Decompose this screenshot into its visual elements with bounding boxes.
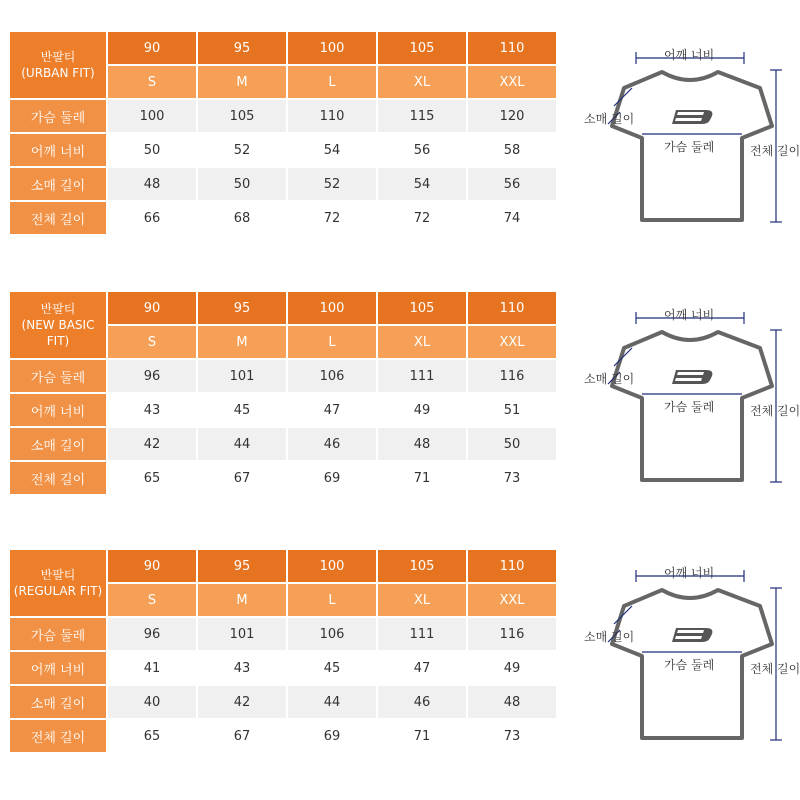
- table-row: [10, 652, 556, 684]
- table-cell: 46: [378, 686, 466, 718]
- table-cell: 40: [108, 686, 196, 718]
- table-cell: 72: [288, 202, 376, 234]
- size-number: 105: [378, 32, 466, 64]
- total-length-label: 전체 길이: [750, 404, 800, 418]
- size-number: 100: [288, 550, 376, 582]
- size-number: 105: [378, 292, 466, 324]
- size-number: 90: [108, 292, 196, 324]
- table-cell: 44: [288, 686, 376, 718]
- size-chart-urban-fit: [0, 30, 800, 266]
- size-number: 95: [198, 32, 286, 64]
- table-cell: 111: [378, 618, 466, 650]
- table-cell: 101: [198, 618, 286, 650]
- table-cell: 105: [198, 100, 286, 132]
- new-balance-logo-icon: [672, 628, 712, 642]
- table-row: [10, 686, 556, 718]
- tshirt-measure-diagram: [580, 290, 800, 526]
- size-number: 100: [288, 32, 376, 64]
- table-cell: 67: [198, 462, 286, 494]
- size-number: 110: [468, 550, 556, 582]
- row-label: 소매 길이: [10, 686, 106, 718]
- total-length-label: 전체 길이: [750, 662, 800, 676]
- size-number: 90: [108, 32, 196, 64]
- table-cell: 116: [468, 360, 556, 392]
- table-cell: 110: [288, 100, 376, 132]
- table-cell: 45: [288, 652, 376, 684]
- size-chart-new-basic-fit: [0, 290, 800, 526]
- table-cell: 47: [288, 394, 376, 426]
- size-number: 95: [198, 292, 286, 324]
- size-letter: S: [108, 66, 196, 98]
- table-row: [10, 360, 556, 392]
- row-label: 가슴 둘레: [10, 360, 106, 392]
- size-number: 90: [108, 550, 196, 582]
- table-cell: 56: [378, 134, 466, 166]
- table-cell: 71: [378, 720, 466, 752]
- size-letter: L: [288, 584, 376, 616]
- table-cell: 43: [108, 394, 196, 426]
- fit-name: (REGULAR FIT): [13, 584, 103, 598]
- table-cell: 48: [378, 428, 466, 460]
- fit-name: (URBAN FIT): [21, 66, 95, 80]
- tshirt-measure-diagram: [580, 548, 800, 784]
- fit-title: 반팔티: [40, 568, 76, 582]
- row-label: 전체 길이: [10, 462, 106, 494]
- fit-name: (NEW BASIC FIT): [21, 318, 95, 348]
- row-label: 전체 길이: [10, 202, 106, 234]
- size-letter: M: [198, 584, 286, 616]
- size-number: 110: [468, 292, 556, 324]
- size-letter: S: [108, 584, 196, 616]
- table-cell: 73: [468, 720, 556, 752]
- table-cell: 47: [378, 652, 466, 684]
- table-cell: 52: [288, 168, 376, 200]
- table-cell: 56: [468, 168, 556, 200]
- table-cell: 72: [378, 202, 466, 234]
- fit-header: [10, 292, 106, 358]
- size-letter: XXL: [468, 326, 556, 358]
- size-number: 105: [378, 550, 466, 582]
- table-row: [10, 100, 556, 132]
- size-table: [8, 548, 558, 754]
- table-row: [10, 428, 556, 460]
- table-cell: 69: [288, 462, 376, 494]
- shoulder-width-label: 어깨 너비: [664, 308, 715, 322]
- table-cell: 50: [198, 168, 286, 200]
- size-letter: M: [198, 66, 286, 98]
- total-length-label: 전체 길이: [750, 144, 800, 158]
- chest-label: 가슴 둘레: [664, 140, 715, 154]
- row-label: 소매 길이: [10, 168, 106, 200]
- table-cell: 101: [198, 360, 286, 392]
- size-letter: S: [108, 326, 196, 358]
- table-cell: 43: [198, 652, 286, 684]
- chest-label: 가슴 둘레: [664, 400, 715, 414]
- size-number: 100: [288, 292, 376, 324]
- size-letter: L: [288, 326, 376, 358]
- table-cell: 96: [108, 618, 196, 650]
- table-cell: 54: [288, 134, 376, 166]
- table-cell: 41: [108, 652, 196, 684]
- row-label: 가슴 둘레: [10, 100, 106, 132]
- row-label: 어깨 너비: [10, 394, 106, 426]
- new-balance-logo-icon: [672, 370, 712, 384]
- table-cell: 116: [468, 618, 556, 650]
- sleeve-length-label: 소매 길이: [584, 372, 635, 386]
- size-letter: XL: [378, 66, 466, 98]
- table-cell: 111: [378, 360, 466, 392]
- table-cell: 65: [108, 462, 196, 494]
- table-cell: 50: [468, 428, 556, 460]
- table-cell: 73: [468, 462, 556, 494]
- table-cell: 51: [468, 394, 556, 426]
- table-cell: 71: [378, 462, 466, 494]
- table-row: [10, 720, 556, 752]
- row-label: 전체 길이: [10, 720, 106, 752]
- fit-title: 반팔티: [40, 302, 76, 316]
- table-cell: 46: [288, 428, 376, 460]
- table-row: [10, 202, 556, 234]
- table-cell: 96: [108, 360, 196, 392]
- shoulder-width-label: 어깨 너비: [664, 566, 715, 580]
- fit-header: [10, 550, 106, 616]
- size-chart-regular-fit: [0, 548, 800, 784]
- size-letter: XXL: [468, 66, 556, 98]
- table-cell: 49: [378, 394, 466, 426]
- size-table: [8, 30, 558, 236]
- table-cell: 48: [108, 168, 196, 200]
- row-label: 가슴 둘레: [10, 618, 106, 650]
- fit-header: [10, 32, 106, 98]
- size-letter: L: [288, 66, 376, 98]
- table-cell: 106: [288, 618, 376, 650]
- size-table: [8, 290, 558, 496]
- table-cell: 48: [468, 686, 556, 718]
- shoulder-width-label: 어깨 너비: [664, 48, 715, 62]
- table-row: [10, 462, 556, 494]
- table-row: [10, 394, 556, 426]
- table-cell: 50: [108, 134, 196, 166]
- table-cell: 100: [108, 100, 196, 132]
- table-cell: 54: [378, 168, 466, 200]
- table-cell: 44: [198, 428, 286, 460]
- chest-label: 가슴 둘레: [664, 658, 715, 672]
- size-letter: M: [198, 326, 286, 358]
- size-number: 95: [198, 550, 286, 582]
- sleeve-length-label: 소매 길이: [584, 112, 635, 126]
- table-cell: 52: [198, 134, 286, 166]
- table-cell: 45: [198, 394, 286, 426]
- table-cell: 106: [288, 360, 376, 392]
- row-label: 소매 길이: [10, 428, 106, 460]
- table-row: [10, 618, 556, 650]
- table-cell: 42: [198, 686, 286, 718]
- size-letter: XXL: [468, 584, 556, 616]
- size-number: 110: [468, 32, 556, 64]
- table-cell: 74: [468, 202, 556, 234]
- table-row: [10, 168, 556, 200]
- fit-title: 반팔티: [40, 50, 76, 64]
- row-label: 어깨 너비: [10, 134, 106, 166]
- size-letter: XL: [378, 584, 466, 616]
- table-cell: 66: [108, 202, 196, 234]
- table-cell: 42: [108, 428, 196, 460]
- table-cell: 67: [198, 720, 286, 752]
- table-cell: 49: [468, 652, 556, 684]
- tshirt-measure-diagram: [580, 30, 800, 266]
- table-cell: 68: [198, 202, 286, 234]
- table-cell: 69: [288, 720, 376, 752]
- sleeve-length-label: 소매 길이: [584, 630, 635, 644]
- table-cell: 58: [468, 134, 556, 166]
- table-cell: 65: [108, 720, 196, 752]
- size-letter: XL: [378, 326, 466, 358]
- table-cell: 115: [378, 100, 466, 132]
- new-balance-logo-icon: [672, 110, 712, 124]
- row-label: 어깨 너비: [10, 652, 106, 684]
- table-cell: 120: [468, 100, 556, 132]
- table-row: [10, 134, 556, 166]
